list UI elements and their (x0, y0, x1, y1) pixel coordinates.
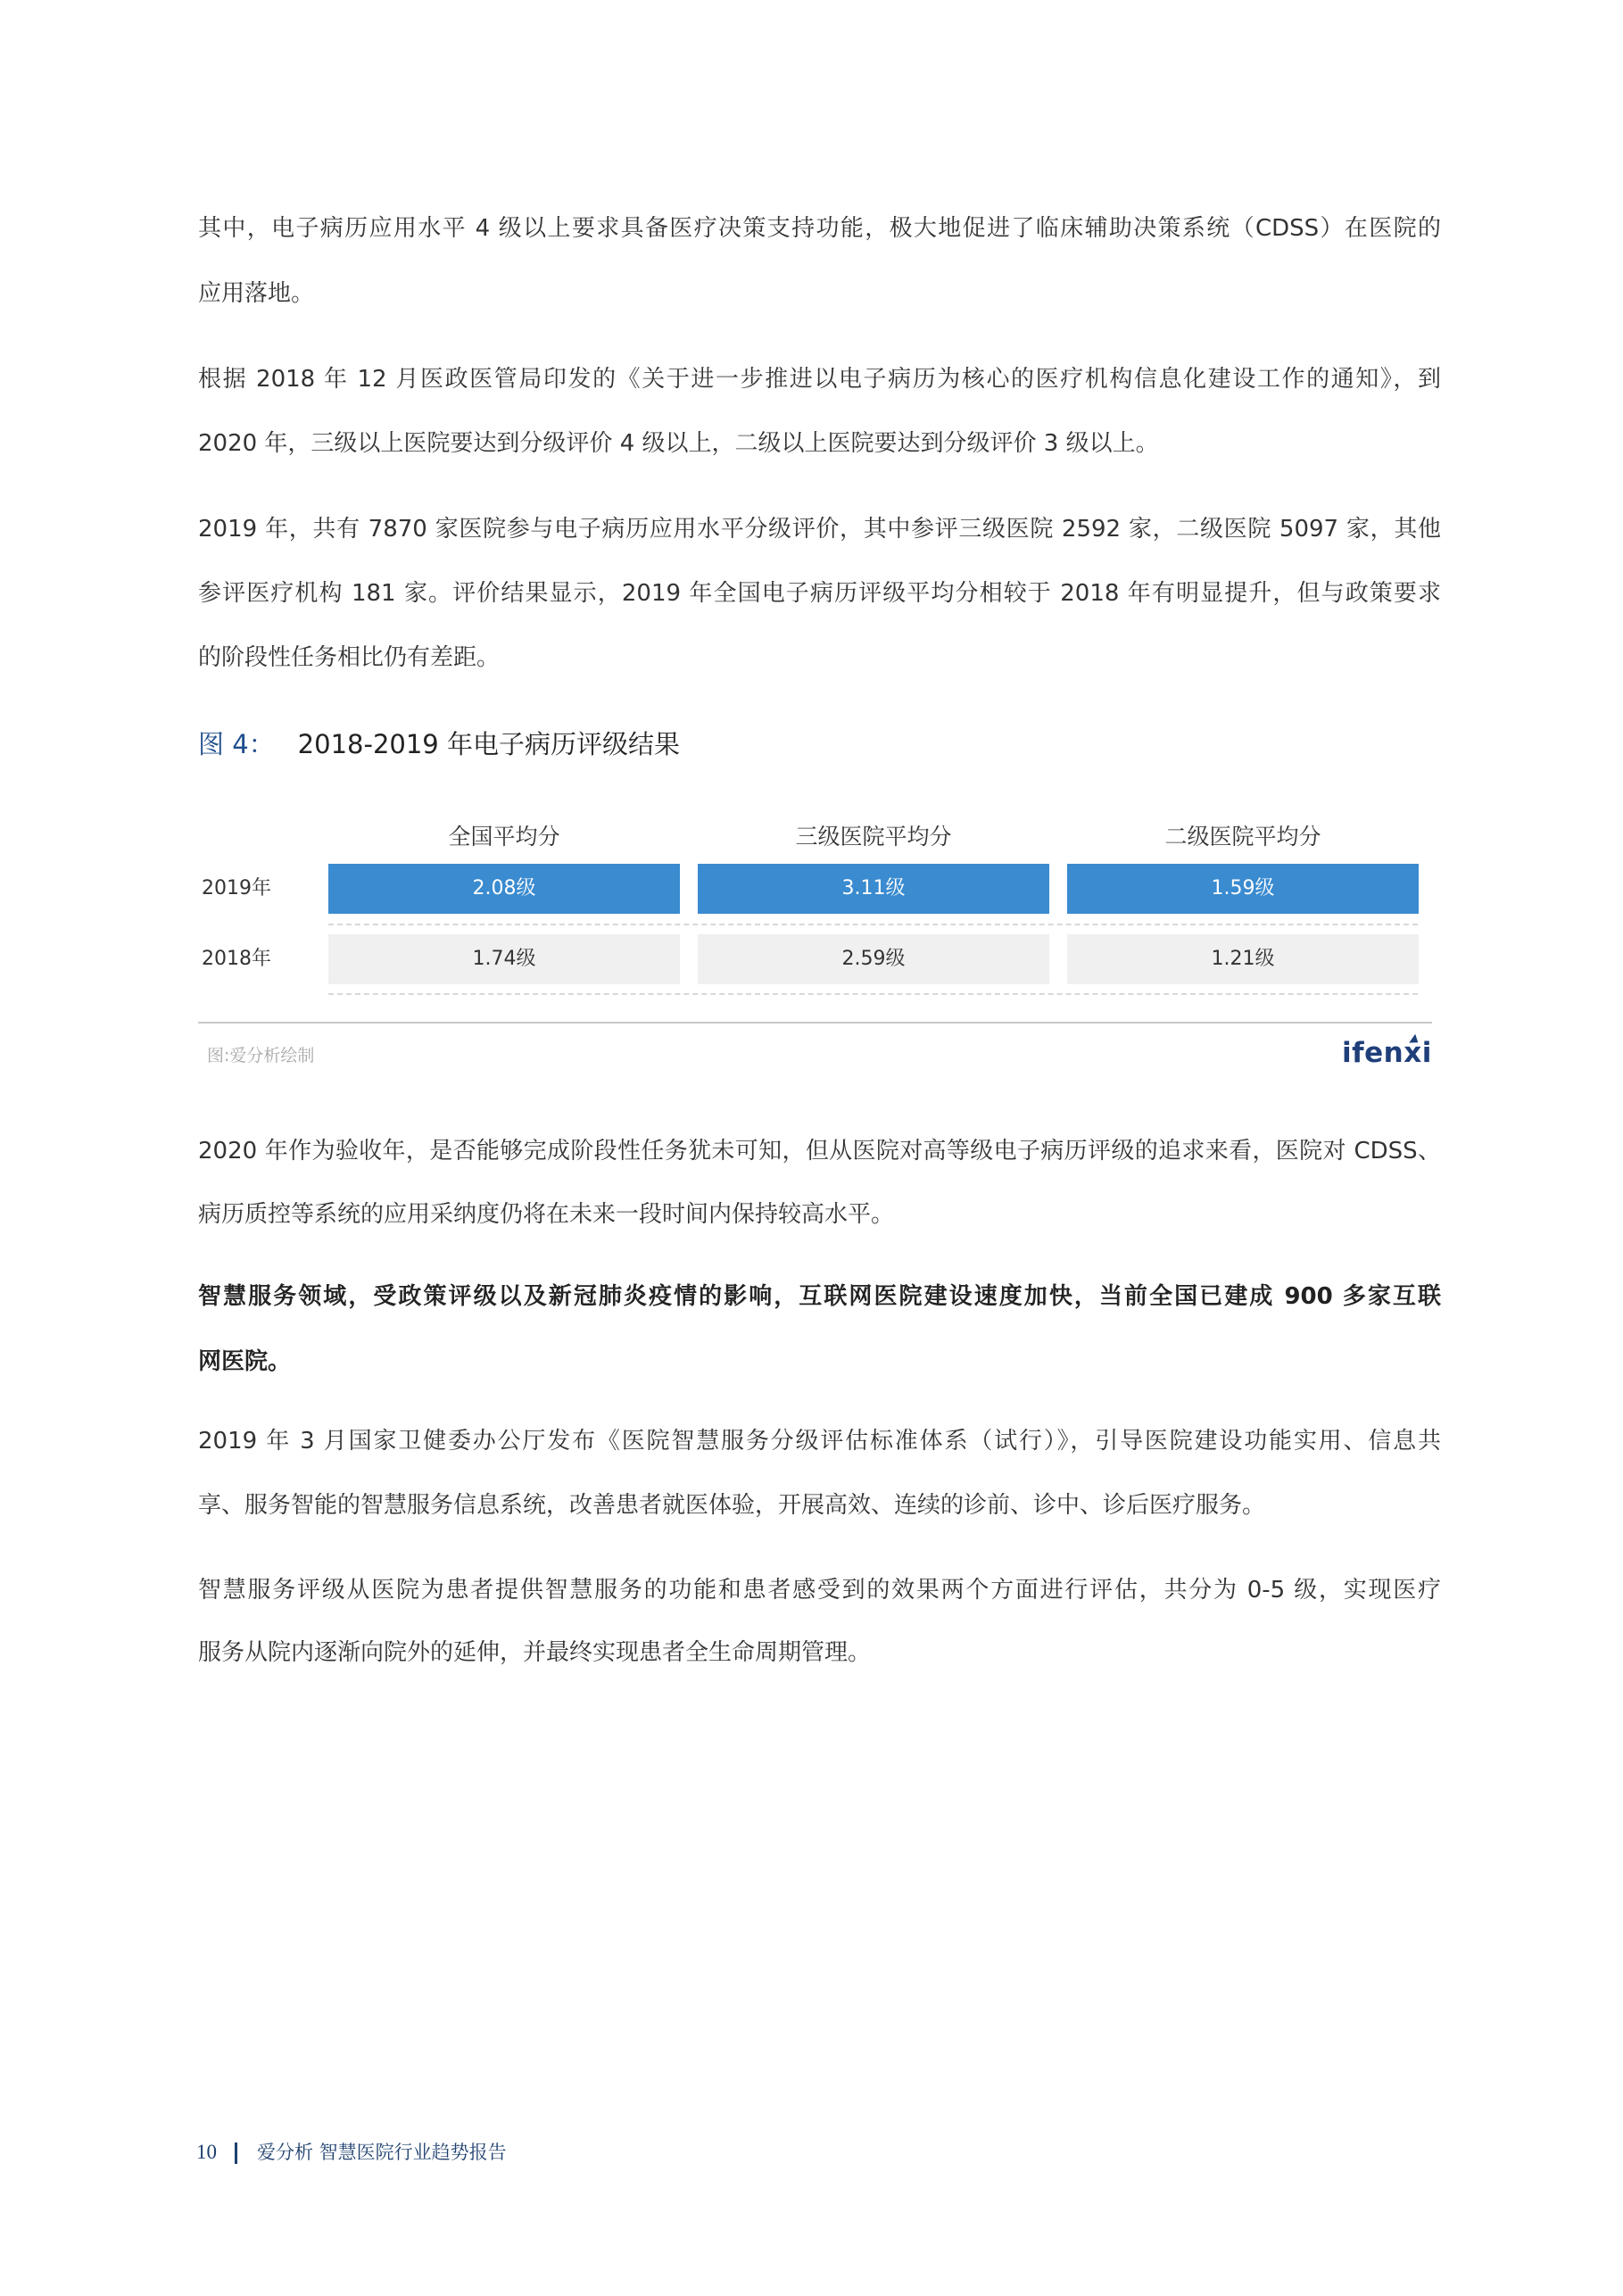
cell-2018-national: 1.74级 (328, 934, 680, 984)
column-header-tier2: 二级医院平均分 (1164, 824, 1321, 850)
paragraph-line: 的阶段性任务相比仍有差距。 (198, 644, 501, 671)
page-number: 10 (196, 2141, 217, 2163)
publication-title: 爱分析 智慧医院行业趋势报告 (257, 2142, 507, 2163)
column-header-tier3: 三级医院平均分 (795, 824, 952, 850)
paragraph-line: 2020 年，三级以上医院要达到分级评价 4 级以上，二级以上医院要达到分级评价 3 级以上。 (198, 430, 1159, 457)
cell-2019-tier3: 3.11级 (698, 864, 1049, 914)
ifenxi-logo: ifenxi (1342, 1037, 1432, 1069)
paragraph-line: 参评医疗机构 181 家。评价结果显示，2019 年全国电子病历评级平均分相较于 2018 年有明显提升，但与政策要求 (198, 580, 1441, 607)
paragraph-line: 享、服务智能的智慧服务信息系统，改善患者就医体验，开展高效、连续的诊前、诊中、诊后医疗服务。 (198, 1492, 1266, 1519)
figure-number: 图 4： (198, 729, 275, 759)
cell-2018-tier2: 1.21级 (1067, 934, 1419, 984)
paragraph-line: 服务从院内逐渐向院外的延伸，并最终实现患者全生命周期管理。 (198, 1639, 872, 1666)
paragraph-line: 2019 年，共有 7870 家医院参与电子病历应用水平分级评价，其中参评三级医院 2592 家，二级医院 5097 家，其他 (198, 516, 1441, 543)
cell-2018-tier3: 2.59级 (698, 934, 1049, 984)
row-divider (328, 993, 1418, 995)
paragraph-line: 病历质控等系统的应用采纳度仍将在未来一段时间内保持较高水平。 (198, 1201, 895, 1228)
row-divider (328, 924, 1418, 925)
row-label-2018: 2018年 (202, 948, 271, 970)
paragraph-line: 智慧服务评级从医院为患者提供智慧服务的功能和患者感受到的效果两个方面进行评估，共分为 0-5 级，实现医疗 (198, 1577, 1441, 1604)
figure-title (198, 725, 680, 764)
footer-separator (235, 2143, 237, 2164)
bold-paragraph-line: 智慧服务领域，受政策评级以及新冠肺炎疫情的影响，互联网医院建设速度加快，当前全国已建成 900 多家互联 (198, 1283, 1441, 1310)
paragraph-line: 2020 年作为验收年，是否能够完成阶段性任务犹未可知，但从医院对高等级电子病历评级的追求来看，医院对 CDSS、 (198, 1138, 1441, 1165)
paragraph-line: 根据 2018 年 12 月医政医管局印发的《关于进一步推进以电子病历为核心的医疗机构信息化建设工作的通知》，到 (198, 366, 1441, 393)
figure-source: 图:爱分析绘制 (207, 1046, 315, 1065)
row-label-2019: 2019年 (202, 877, 271, 899)
paragraph-line: 2019 年 3 月国家卫健委办公厅发布《医院智慧服务分级评估标准体系（试行）》，引导医院建设功能实用、信息共 (198, 1428, 1441, 1455)
cell-2019-tier2: 1.59级 (1067, 864, 1419, 914)
figure-caption: 2018-2019 年电子病历评级结果 (297, 729, 680, 759)
column-header-national: 全国平均分 (448, 824, 560, 850)
cell-2019-national: 2.08级 (328, 864, 680, 914)
page-footer (196, 2138, 507, 2167)
figure-bottom-rule (198, 1022, 1432, 1024)
paragraph-line: 其中，电子病历应用水平 4 级以上要求具备医疗决策支持功能，极大地促进了临床辅助决策系统（CDSS）在医院的 (198, 215, 1441, 242)
paragraph-line: 应用落地。 (198, 280, 315, 307)
bold-paragraph-line: 网医院。 (198, 1348, 292, 1375)
